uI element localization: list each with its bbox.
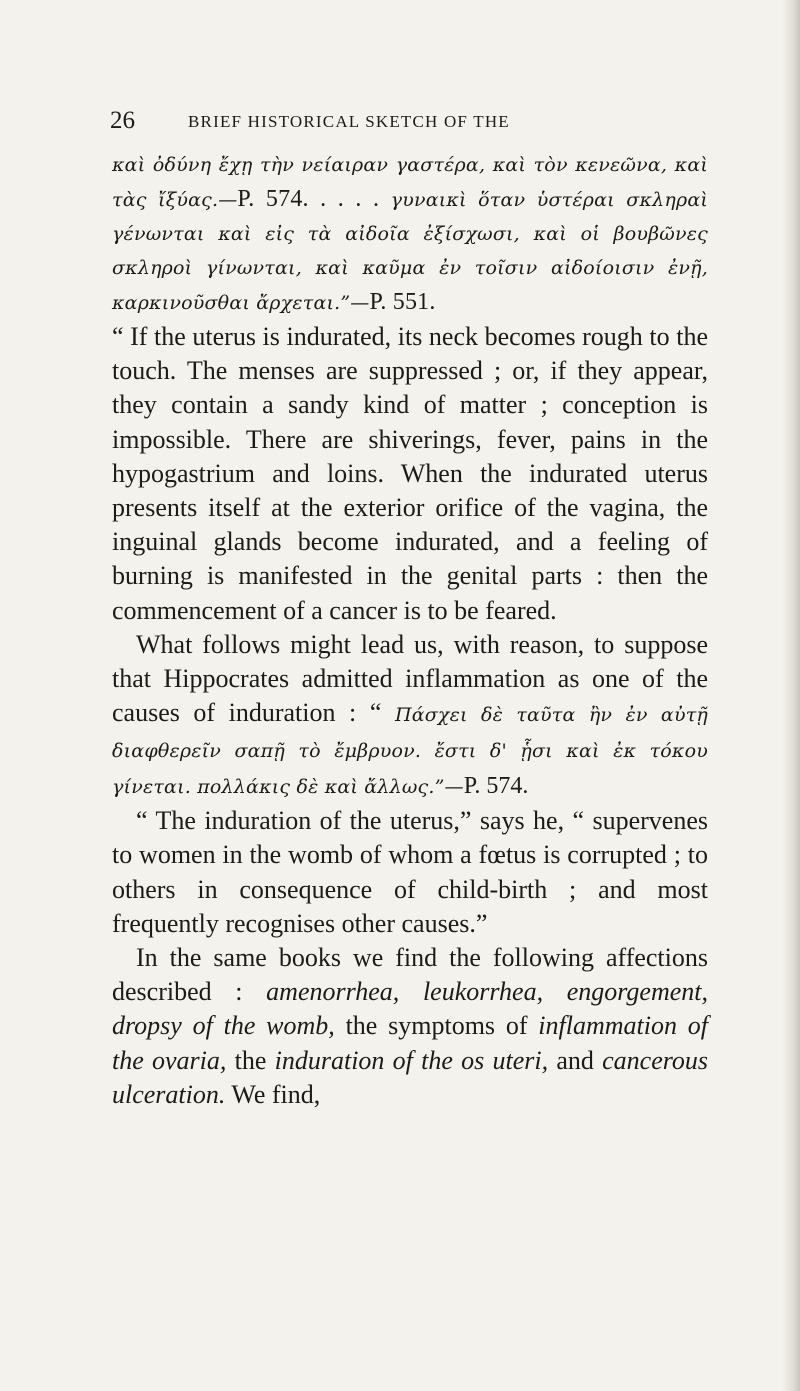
translation-paragraph-2 [112, 804, 708, 941]
page-reference: P. 574. [463, 773, 529, 800]
paragraph-text: and [548, 1045, 603, 1075]
italic-term: induration of the os uteri, [274, 1045, 549, 1075]
page-edge-shadow [782, 0, 800, 1391]
greek-text: Πάσχει δὲ ταῦτα ἢν ἐν αὐτῇ διαφθερεῖν σαπῇ τὸ ἔμβρυον. ἔστι δ' ᾗσι καὶ ἐκ τόκου γίνεται. πολλάκις δὲ καὶ ἄλλως.”— [112, 704, 708, 799]
greek-text: καὶ ὀδύνη ἔχῃ τὴν νείαιραν γαστέρα, καὶ τὸν κενεῶνα, καὶ τὰς ἴξύας.— [112, 154, 708, 211]
greek-quotation-1 [112, 148, 708, 320]
paragraph-text: What follows might lead us, with reason, to suppose that Hippocrates admitted inflammation as one of the causes of induration : “ [112, 629, 708, 728]
paragraph-text: We find, [225, 1079, 321, 1109]
greek-text: γυναικὶ ὅταν ὑστέραι σκληραὶ γένωνται καὶ εἰς τὰ αἰδοῖα ἐξίσχωσι, καὶ οἱ βουβῶνες σκληροὶ γίνωνται, καὶ καῦμα ἐν τοῖσιν αἰδοίοισιν ἐνῇ, καρκινοῦσθαι ἄρχεται.”— [112, 189, 708, 314]
paragraph-text: In the same books we find the following affections described : [112, 943, 708, 1007]
quote-text: “ The induration of the uterus,” says he, [136, 806, 565, 836]
running-title: BRIEF HISTORICAL SKETCH OF THE [188, 112, 510, 131]
italic-term: cancerous ulceration. [112, 1045, 709, 1109]
paragraph-text: the [226, 1045, 275, 1075]
page-reference: P. 574. . . . . [237, 186, 380, 212]
italic-term: inflammation of the ovaria, [112, 1011, 708, 1075]
page-number: 26 [110, 107, 135, 134]
quote-text: “ supervenes to women in the womb of whom a fœtus is corrupted ; to others in consequence of child-birth ; and most frequently recognises other causes.” [112, 806, 709, 938]
body-paragraph-2 [112, 941, 708, 1112]
page-body [112, 148, 708, 1112]
translation-paragraph-1: “ If the uterus is indurated, its neck becomes rough to the touch. The menses are suppressed ; or, if they appear, they contain a sandy kind of matter ; conception is impossible. There are shiverings, fever, pains in the hypogastrium and loins. When the indurated uterus presents itself at the exterior orifice of the vagina, the inguinal glands become indurated, and a feeling of burning is manifested in the genital parts : then the commencement of a cancer is to be feared. [112, 322, 708, 625]
page-reference: P. 551. [369, 289, 436, 315]
italic-term: amenorrhea, leukorrhea, engorgement, dropsy of the womb, [112, 977, 708, 1041]
paragraph-text: the symptoms of [334, 1011, 539, 1041]
body-paragraph-1 [112, 628, 708, 804]
